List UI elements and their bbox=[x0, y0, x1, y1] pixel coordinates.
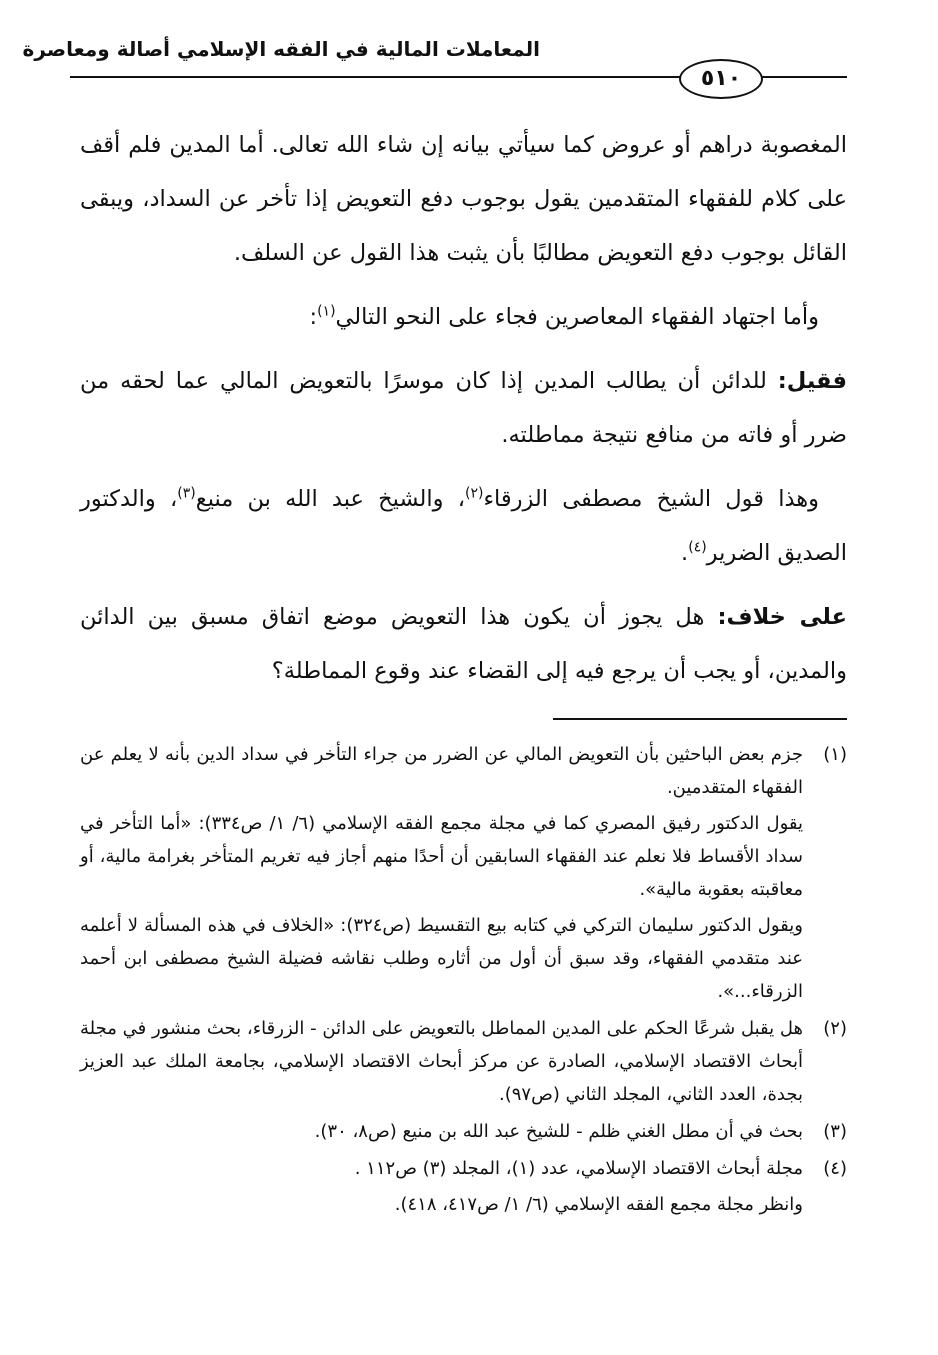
footnote-ref-4: (٤) bbox=[688, 539, 707, 556]
paragraph-4-part-3: ، والدكتور الصديق الضرير bbox=[80, 486, 847, 566]
paragraph-4-part-1: وهذا قول الشيخ مصطفى الزرقاء bbox=[483, 486, 820, 512]
paragraph-2 bbox=[80, 290, 847, 344]
footnote-body bbox=[80, 1012, 803, 1111]
paragraph-5 bbox=[80, 590, 847, 698]
paragraph-3-text: للدائن أن يطالب المدين إذا كان موسرًا بالتعويض المالي عما لحقه من ضرر أو فاته من منافع نتيجة مماطلته. bbox=[80, 368, 847, 448]
paragraph-2-text: وأما اجتهاد الفقهاء المعاصرين فجاء على النحو التالي bbox=[335, 304, 819, 330]
footnote-2 bbox=[80, 1012, 847, 1111]
paragraph-4-part-2: ، والشيخ عبد الله بن منيع bbox=[195, 486, 465, 512]
footnote-body bbox=[80, 1152, 803, 1221]
paragraph-5-text: هل يجوز أن يكون هذا التعويض موضع اتفاق مسبق بين الدائن والمدين، أو يجب أن يرجع فيه إلى القضاء عند وقوع المماطلة؟ bbox=[80, 604, 847, 684]
paragraph-2-end: : bbox=[309, 304, 318, 330]
footnote-paragraph: وانظر مجلة مجمع الفقه الإسلامي (٦/ ١/ ص٤١٧، ٤١٨). bbox=[394, 1194, 803, 1215]
paragraph-3-lead: فقيل: bbox=[777, 368, 847, 394]
running-title: المعاملات المالية في الفقه الإسلامي أصالة ومعاصرة bbox=[22, 37, 540, 61]
paragraph-1: المغصوبة دراهم أو عروض كما سيأتي بيانه إن شاء الله تعالى. أما المدين فلم أقف على كلام للفقهاء المتقدمين يقول بوجوب دفع التعويض إذا تأخر عن السداد، ويبقى القائل بوجوب دفع التعويض مطالبًا بأن يثبت هذا القول عن السلف. bbox=[80, 132, 847, 266]
paragraph-5-lead: على خلاف: bbox=[717, 604, 847, 630]
footnote-number: (٣) bbox=[823, 1121, 847, 1142]
footnote-paragraph: بحث في أن مطل الغني ظلم - للشيخ عبد الله بن منيع (ص٨، ٣٠). bbox=[314, 1121, 803, 1142]
footnote-paragraph: مجلة أبحاث الاقتصاد الإسلامي، عدد (١)، المجلد (٣) ص١١٢ . bbox=[354, 1158, 803, 1179]
footnotes bbox=[80, 738, 847, 1221]
footnote-paragraph: جزم بعض الباحثين بأن التعويض المالي عن الضرر من جراء التأخر في سداد الدين بأنه لا يعلم عن الفقهاء المتقدمين. bbox=[80, 744, 803, 798]
footnote-paragraph: يقول الدكتور رفيق المصري كما في مجلة مجمع الفقه الإسلامي (٦/ ١/ ص٣٣٤): «أما التأخر في سداد الأقساط فلا نعلم عند الفقهاء السابقين أن أحدًا منهم أجاز فيه تغريم المتأخر بغرامة مالية، أو معاقبته بعقوبة مالية». bbox=[80, 813, 803, 900]
footnote-paragraph: هل يقبل شرعًا الحكم على المدين المماطل بالتعويض على الدائن - الزرقاء، بحث منشور في مجلة أبحاث الاقتصاد الإسلامي، الصادرة عن مركز أبحاث الاقتصاد الإسلامي، بجامعة الملك عبد العزيز بجدة، العدد الثاني، المجلد الثاني (ص٩٧). bbox=[80, 1018, 803, 1105]
footnote-ref-1: (١) bbox=[317, 303, 336, 320]
page-number: ٥١٠ bbox=[679, 59, 763, 99]
footnote-body bbox=[80, 738, 803, 1008]
footnote-number: (٢) bbox=[823, 1018, 847, 1039]
footnote-ref-2: (٢) bbox=[464, 485, 484, 502]
footnote-number: (١) bbox=[823, 744, 847, 765]
footnote-body bbox=[80, 1115, 803, 1148]
footnote-1 bbox=[80, 738, 847, 1008]
footnote-number: (٤) bbox=[823, 1158, 847, 1179]
footnote-paragraph: ويقول الدكتور سليمان التركي في كتابه بيع التقسيط (ص٣٢٤): «الخلاف في هذه المسألة لا أعلمه عند متقدمي الفقهاء، وقد سبق أن أول من أثاره وطلب نقاشه فضيلة الشيخ مصطفى ابن أحمد الزرقاء...». bbox=[80, 915, 803, 1002]
paragraph-3 bbox=[80, 354, 847, 462]
footnote-ref-3: (٣) bbox=[177, 485, 196, 502]
paragraph-4-end: . bbox=[681, 540, 689, 566]
footnote-3 bbox=[80, 1115, 847, 1148]
main-text bbox=[80, 118, 847, 698]
footnote-4 bbox=[80, 1152, 847, 1221]
paragraph-4 bbox=[80, 472, 847, 580]
footnote-separator bbox=[553, 718, 847, 720]
